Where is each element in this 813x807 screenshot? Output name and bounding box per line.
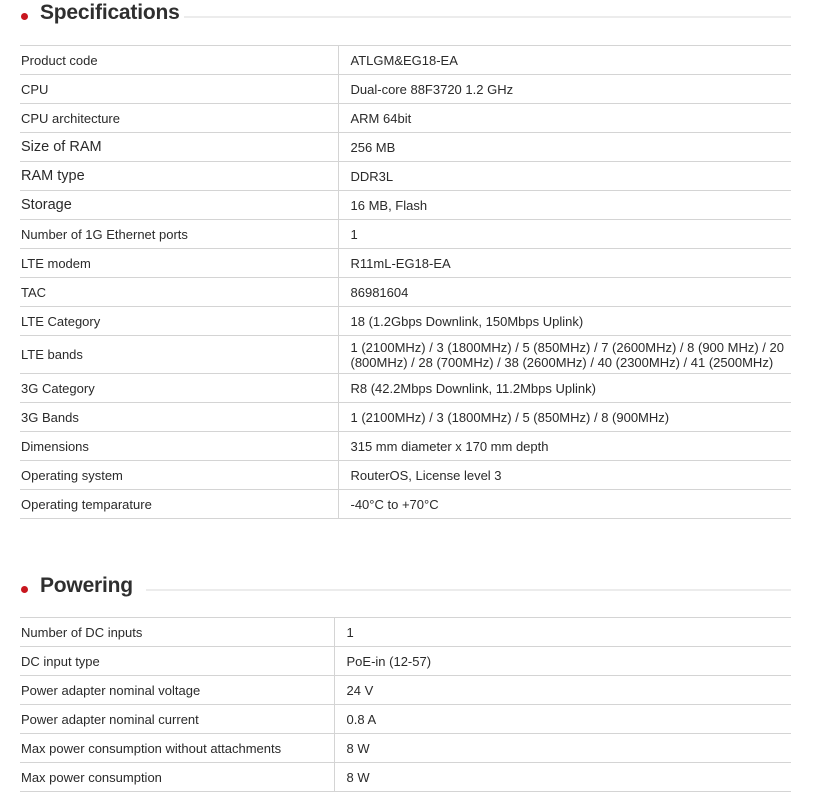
spec-label: LTE bands: [20, 336, 338, 374]
table-row: [20, 104, 791, 133]
spec-label: Operating system: [20, 461, 338, 490]
spec-value: 8 W: [334, 734, 791, 763]
table-row: [20, 133, 791, 162]
table-row: [20, 705, 791, 734]
spec-label: 3G Category: [20, 374, 338, 403]
spec-value: RouterOS, License level 3: [338, 461, 791, 490]
table-row: [20, 307, 791, 336]
spec-label: LTE modem: [20, 249, 338, 278]
table-row: [20, 734, 791, 763]
table-row: [20, 162, 791, 191]
spec-value: -40°C to +70°C: [338, 490, 791, 519]
spec-value: 1: [338, 220, 791, 249]
spec-label: Dimensions: [20, 432, 338, 461]
spec-value: DDR3L: [338, 162, 791, 191]
spec-label: Max power consumption without attachments: [20, 734, 334, 763]
table-row: [20, 432, 791, 461]
table-row: [20, 647, 791, 676]
spec-value: 8 W: [334, 763, 791, 792]
section-bullet-icon: [21, 586, 28, 593]
spec-value: Dual-core 88F3720 1.2 GHz: [338, 75, 791, 104]
spec-value: PoE-in (12-57): [334, 647, 791, 676]
specifications-header: [0, 0, 813, 34]
spec-value: 256 MB: [338, 133, 791, 162]
spec-label: Operating temparature: [20, 490, 338, 519]
table-row: [20, 676, 791, 705]
table-row: [20, 490, 791, 519]
powering-header: [0, 573, 813, 607]
spec-label: Storage: [20, 191, 338, 220]
spec-label: DC input type: [20, 647, 334, 676]
spec-label: LTE Category: [20, 307, 338, 336]
specifications-title: Specifications: [40, 1, 180, 24]
spec-value: 1 (2100MHz) / 3 (1800MHz) / 5 (850MHz) / 8 (900MHz): [338, 403, 791, 432]
powering-title: Powering: [40, 574, 133, 597]
table-row: [20, 403, 791, 432]
table-row: [20, 249, 791, 278]
spec-label: Number of DC inputs: [20, 618, 334, 647]
table-row: [20, 75, 791, 104]
spec-value: 18 (1.2Gbps Downlink, 150Mbps Uplink): [338, 307, 791, 336]
spec-value: 86981604: [338, 278, 791, 307]
table-row: [20, 46, 791, 75]
spec-label: TAC: [20, 278, 338, 307]
table-row: [20, 763, 791, 792]
spec-value: 1: [334, 618, 791, 647]
spec-label: CPU architecture: [20, 104, 338, 133]
section-divider: [184, 16, 791, 18]
spec-label: Power adapter nominal current: [20, 705, 334, 734]
spec-label: Size of RAM: [20, 133, 338, 162]
spec-value: R8 (42.2Mbps Downlink, 11.2Mbps Uplink): [338, 374, 791, 403]
table-row: [20, 220, 791, 249]
spec-label: Max power consumption: [20, 763, 334, 792]
section-divider: [146, 589, 791, 591]
table-row: [20, 461, 791, 490]
spec-value: ATLGM&EG18-EA: [338, 46, 791, 75]
spec-label: CPU: [20, 75, 338, 104]
table-row: [20, 374, 791, 403]
spec-value: 315 mm diameter x 170 mm depth: [338, 432, 791, 461]
spec-label: Power adapter nominal voltage: [20, 676, 334, 705]
spec-label: RAM type: [20, 162, 338, 191]
spec-label: Product code: [20, 46, 338, 75]
spec-value: 1 (2100MHz) / 3 (1800MHz) / 5 (850MHz) / 7 (2600MHz) / 8 (900 MHz) / 20 (800MHz) / 28 (700MHz) / 38 (2600MHz) / 40 (2300MHz) / 41 (2500MHz): [338, 336, 791, 374]
spec-value: ARM 64bit: [338, 104, 791, 133]
specifications-table: [20, 45, 791, 519]
table-row: [20, 618, 791, 647]
table-row: [20, 336, 791, 374]
table-row: [20, 278, 791, 307]
powering-table: [20, 617, 791, 792]
spec-value: 24 V: [334, 676, 791, 705]
section-bullet-icon: [21, 13, 28, 20]
spec-value: 0.8 A: [334, 705, 791, 734]
spec-value: 16 MB, Flash: [338, 191, 791, 220]
spec-label: Number of 1G Ethernet ports: [20, 220, 338, 249]
spec-value: R11mL-EG18-EA: [338, 249, 791, 278]
table-row: [20, 191, 791, 220]
spec-label: 3G Bands: [20, 403, 338, 432]
